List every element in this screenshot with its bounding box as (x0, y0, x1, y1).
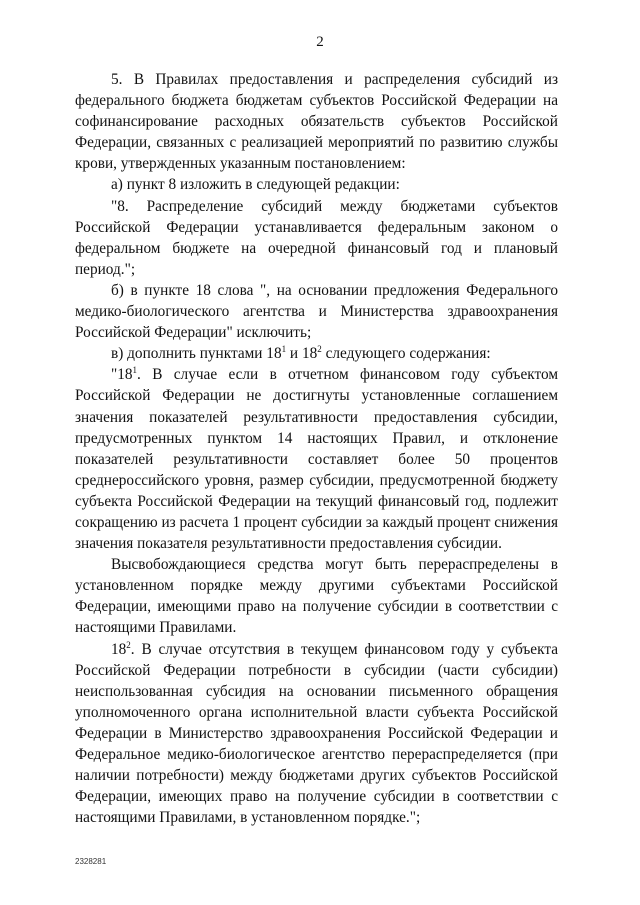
paragraph-18-2-num: 18 (111, 640, 127, 658)
paragraph-v-text-c: следующего содержания: (321, 345, 491, 363)
superscript-18-1: 1 (132, 365, 138, 376)
paragraph-v-text-a: в) дополнить пунктами 18 (111, 345, 282, 363)
superscript-2: 2 (317, 344, 322, 355)
paragraph-5: 5. В Правилах предоставления и распределения субсидий из федерального бюджета бюджетам субъектов Российской Федерации на софинансирование расходных обязательств субъектов Российской Федерации, связанных с реализацией мероприятий по развитию службы крови, утвержденных указанным постановлением: (75, 71, 558, 173)
paragraph-b: б) в пункте 18 слова ", на основании предложения Федерального медико-биологического агентства и Министерства здравоохранения Российской Федерации" исключить; (75, 281, 558, 342)
paragraph-v (75, 343, 558, 364)
paragraph-redistribution: Высвобождающиеся средства могут быть перераспределены в установленном порядке между другими субъектами Российской Федерации, имеющими право на получение субсидии в соответствии с настоящими Правилами. (75, 556, 558, 637)
paragraph-18-2 (75, 639, 558, 829)
paragraph-18-1 (75, 364, 558, 554)
superscript-1: 1 (281, 344, 287, 355)
paragraph-clause-8: "8. Распределение субсидий между бюджетами субъектов Российской Федерации устанавливается федеральным законом о федеральном бюджете на очередной финансовый год и плановый период."; (75, 197, 558, 278)
superscript-18-2: 2 (126, 639, 131, 650)
paragraph-18-2-text: . В случае отсутствия в текущем финансовом году у субъекта Российской Федерации потребности в субсидии (части субсидии) неиспользованная субсидия на основании письменного обращения уполномоченного органа исполнительной власти субъекта Российской Федерации в Министерство здравоохранения Российской Федерации и Федеральное медико-биологическое агентство перераспределяется (при наличии потребности) между бюджетами других субъектов Российской Федерации, имеющих право на получение субсидии в соответствии с настоящими Правилами, в установленном порядке."; (75, 640, 558, 827)
page-number: 2 (316, 34, 324, 50)
document-body (75, 69, 558, 828)
paragraph-v-text-b: и 18 (286, 345, 318, 363)
paragraph-a: а) пункт 8 изложить в следующей редакции: (111, 176, 400, 194)
paragraph-18-1-num: "18 (111, 366, 133, 384)
paragraph-18-1-text: . В случае если в отчетном финансовом году субъектом Российской Федерации не достигнуты установленные соглашением значения показателей результативности предоставления субсидии, предусмотренных пунктом 14 настоящих Правил, и отклонение показателей результативности составляет более 50 процентов среднероссийского уровня, размер субсидии, предусмотренной бюджету субъекта Российской Федерации на текущий финансовый год, подлежит сокращению из расчета 1 процент субсидии за каждый процент снижения значения показателя результативности предоставления субсидии. (75, 366, 559, 553)
footer-code: 2328281 (75, 857, 107, 866)
